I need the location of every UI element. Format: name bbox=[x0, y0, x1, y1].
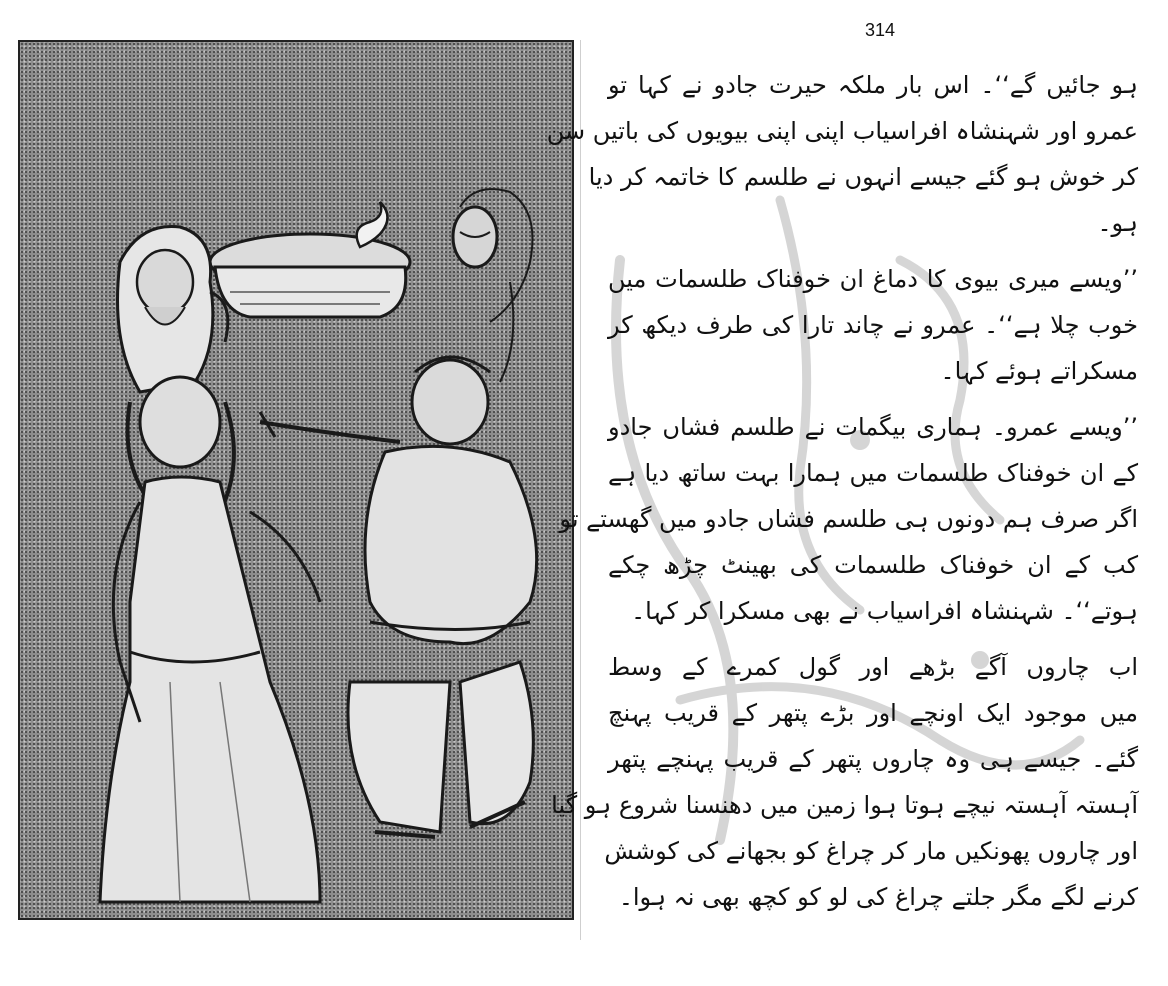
text-line: ہوتے‘‘۔ شہنشاہ افراسیاب نے بھی مسکرا کر کہا۔ bbox=[631, 597, 1138, 625]
text-line: اب چاروں آگے بڑھے اور گول کمرے کے وسط bbox=[608, 653, 1138, 681]
paragraph bbox=[551, 644, 1138, 920]
text-line: میں موجود ایک اونچے اور بڑے پتھر کے قریب پہنچ bbox=[608, 699, 1138, 727]
text-line: کر خوش ہو گئے جیسے انہوں نے طلسم کا خاتمہ کر دیا bbox=[588, 163, 1138, 191]
story-illustration bbox=[18, 40, 574, 920]
floating-stone bbox=[210, 234, 410, 317]
figure-turbaned-man bbox=[118, 226, 228, 392]
text-line: ہو۔ bbox=[1097, 209, 1138, 237]
text-line: آہستہ آہستہ نیچے ہوتا ہوا زمین میں دھنسنا شروع ہو گیا bbox=[551, 791, 1138, 819]
text-line: خوب چلا ہے‘‘۔ عمرو نے چاند تارا کی طرف دیکھ کر bbox=[608, 311, 1138, 339]
text-line: اور چاروں پھونکیں مار کر چراغ کو بجھانے کی کوشش bbox=[604, 837, 1138, 865]
illustration-drawing bbox=[20, 42, 572, 918]
lamp-flame bbox=[357, 202, 388, 247]
figure-woman-gown bbox=[100, 377, 320, 902]
text-line: ’’ویسے عمرو۔ ہماری بیگمات نے طلسم فشاں جادو bbox=[608, 413, 1138, 441]
paragraph bbox=[559, 404, 1138, 634]
text-line: مسکراتے ہوئے کہا۔ bbox=[940, 357, 1138, 385]
text-line: ’’ویسے میری بیوی کا دماغ ان خوفناک طلسمات میں bbox=[608, 265, 1138, 293]
text-line: گئے۔ جیسے ہی وہ چاروں پتھر کے قریب پہنچے پتھر bbox=[608, 745, 1138, 773]
floating-head-right bbox=[453, 189, 533, 382]
text-line: اگر صرف ہم دونوں ہی طلسم فشاں جادو میں گھستے تو bbox=[559, 505, 1138, 533]
page-number: 314 bbox=[864, 20, 896, 40]
figure-man-tunic bbox=[260, 357, 537, 837]
text-line: عمرو اور شہنشاہ افراسیاب اپنی اپنی بیویوں کی باتیں سن bbox=[546, 117, 1138, 145]
text-line: کے ان خوفناک طلسمات میں ہمارا بہت ساتھ دیا ہے bbox=[608, 459, 1138, 487]
text-line: ہو جائیں گے‘‘۔ اس بار ملکہ حیرت جادو نے کہا تو bbox=[608, 71, 1138, 99]
text-line: کب کے ان خوفناک طلسمات کی بھینٹ چڑھ چکے bbox=[608, 551, 1138, 579]
paragraph bbox=[608, 256, 1138, 394]
paragraph bbox=[546, 62, 1138, 246]
urdu-text-column bbox=[546, 62, 1138, 922]
text-line: کرنے لگے مگر جلتے چراغ کی لو کو کچھ بھی نہ ہوا۔ bbox=[618, 883, 1138, 911]
